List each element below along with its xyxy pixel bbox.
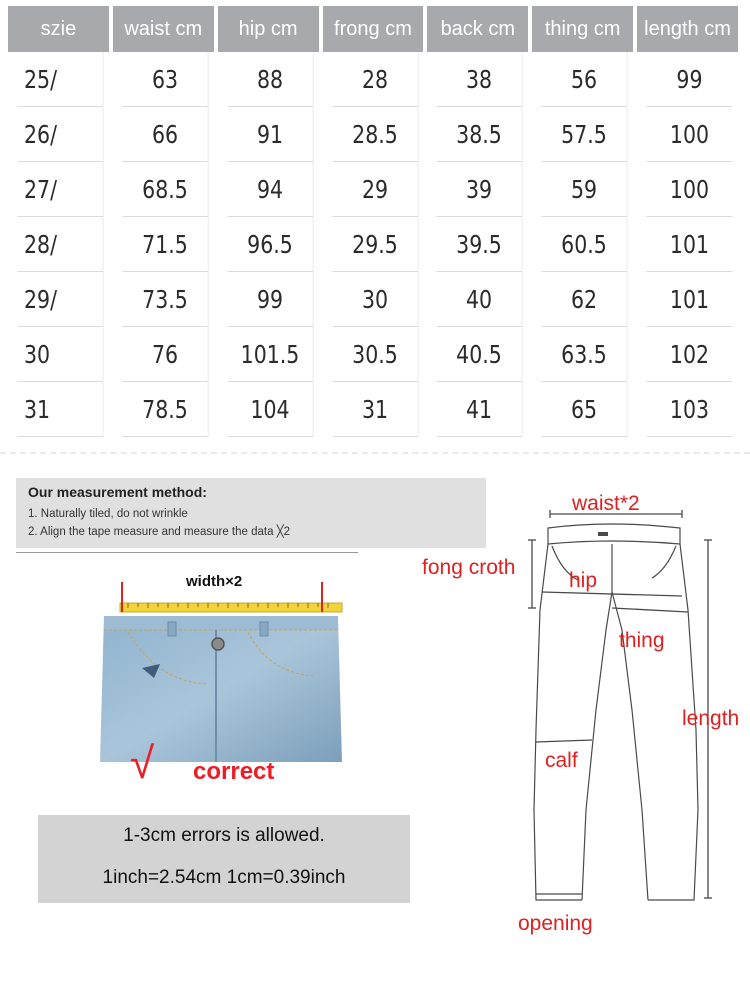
method-underline: [16, 552, 358, 553]
measurement-cell: 63: [122, 52, 208, 107]
size-cell: 27/: [17, 162, 103, 217]
measurement-cell: 28: [332, 52, 418, 107]
tolerance-text: 1-3cm errors is allowed.: [123, 825, 325, 846]
size-cell: 29/: [17, 272, 103, 327]
measurement-cell: 59: [542, 162, 628, 217]
table-row: [8, 107, 742, 162]
column-header: thing cm: [532, 6, 637, 52]
measurement-cell: 103: [647, 382, 733, 437]
measurement-cell: 41: [437, 382, 523, 437]
measurement-cell: 38: [437, 52, 523, 107]
size-cell: 26/: [17, 107, 103, 162]
measurement-cell: 29: [332, 162, 418, 217]
measurement-cell: 91: [227, 107, 313, 162]
measurement-cell: 62: [542, 272, 628, 327]
measurement-cell: 99: [647, 52, 733, 107]
measurement-cell: 73.5: [122, 272, 208, 327]
measurement-cell: 101: [647, 272, 733, 327]
thigh-label: thing: [619, 629, 665, 652]
measurement-cell: 38.5: [437, 107, 523, 162]
column-header: szie: [8, 6, 113, 52]
measurement-cell: 65: [542, 382, 628, 437]
measurement-cell: 29.5: [332, 217, 418, 272]
column-header: frong cm: [323, 6, 428, 52]
measurement-cell: 88: [227, 52, 313, 107]
measurement-cell: 76: [122, 327, 208, 382]
size-cell: 28/: [17, 217, 103, 272]
measurement-cell: 40.5: [437, 327, 523, 382]
measurement-method-box: [16, 478, 486, 548]
measurement-cell: 68.5: [122, 162, 208, 217]
table-row: [8, 272, 742, 327]
measurement-cell: 66: [122, 107, 208, 162]
table-row: [8, 52, 742, 107]
size-cell: 30: [17, 327, 103, 382]
measurement-cell: 39: [437, 162, 523, 217]
table-header-row: [8, 6, 742, 52]
section-divider: [0, 452, 750, 454]
length-label: length: [682, 707, 740, 730]
table-row: [8, 217, 742, 272]
crotch-label: fong croth: [422, 556, 516, 579]
waist-label: waist*2: [572, 492, 640, 515]
measurement-cell: 99: [227, 272, 313, 327]
measurement-cell: 101.5: [227, 327, 313, 382]
measurement-cell: 30.5: [332, 327, 418, 382]
opening-label: opening: [518, 912, 593, 935]
method-step-2: 2. Align the tape measure and measure the data ╳2: [28, 526, 291, 538]
measurement-cell: 102: [647, 327, 733, 382]
hip-label: hip: [569, 569, 598, 592]
measurement-cell: 40: [437, 272, 523, 327]
measurement-cell: 56: [542, 52, 628, 107]
measurement-cell: 100: [647, 162, 733, 217]
table-row: [8, 382, 742, 437]
measurement-cell: 39.5: [437, 217, 523, 272]
table-row: [8, 162, 742, 217]
table-row: [8, 327, 742, 382]
method-title: Our measurement method:: [28, 484, 207, 500]
jeans-waist-photo: [98, 572, 344, 762]
calf-label: calf: [545, 749, 578, 772]
measurement-cell: 96.5: [227, 217, 313, 272]
correct-label: correct: [193, 758, 275, 785]
measurement-cell: 78.5: [122, 382, 208, 437]
column-header: length cm: [637, 6, 742, 52]
width-label: width×2: [186, 573, 243, 590]
measurement-cell: 101: [647, 217, 733, 272]
measurement-cell: 30: [332, 272, 418, 327]
column-header: back cm: [427, 6, 532, 52]
measurement-cell: 71.5: [122, 217, 208, 272]
size-cell: 31: [17, 382, 103, 437]
size-cell: 25/: [17, 52, 103, 107]
measurement-cell: 28.5: [332, 107, 418, 162]
measurement-cell: 57.5: [542, 107, 628, 162]
tolerance-note-box: [38, 815, 410, 903]
measurement-cell: 60.5: [542, 217, 628, 272]
conversion-text: 1inch=2.54cm 1cm=0.39inch: [102, 867, 346, 888]
measurement-cell: 31: [332, 382, 418, 437]
measurement-cell: 63.5: [542, 327, 628, 382]
measurement-cell: 100: [647, 107, 733, 162]
column-header: waist cm: [113, 6, 218, 52]
check-mark-icon: √: [130, 739, 155, 788]
column-header: hip cm: [218, 6, 323, 52]
measurement-cell: 94: [227, 162, 313, 217]
size-chart-table: [8, 6, 742, 437]
measurement-cell: 104: [227, 382, 313, 437]
method-step-1: 1. Naturally tiled, do not wrinkle: [28, 508, 188, 520]
